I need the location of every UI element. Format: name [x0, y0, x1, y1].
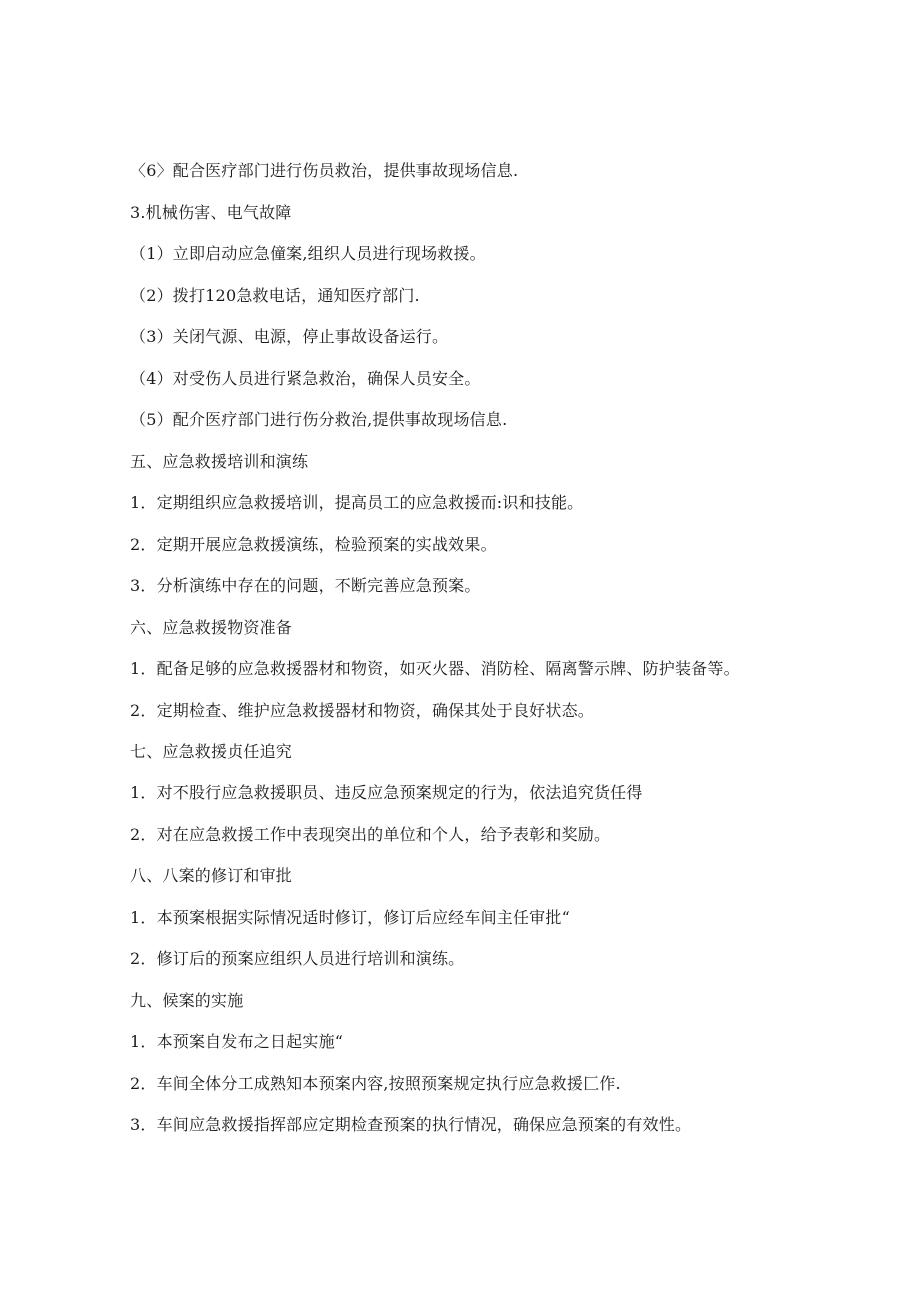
text-line: 1．定期组织应急救援培训，提高员工的应急救援而:识和技能。 — [130, 493, 584, 512]
text-line: （1）立即启动应急僮案,组织人员进行现场救援。 — [130, 244, 486, 263]
text-line: 2．对在应急救援工作中表现突出的单位和个人，给予表彰和奖励。 — [130, 825, 611, 844]
text-line: 2．车间全体分工成熟知本预案内容,按照预案规定执行应急救援匚作. — [130, 1074, 621, 1093]
text-line: 1．配备足够的应急救援器材和物资，如灭火器、消防栓、隔离警示牌、防护装备等。 — [130, 659, 740, 678]
text-line: 2．修订后的预案应组织人员进行培训和演练。 — [130, 949, 465, 968]
text-line: （3）关闭气源、电源，停止事故设备运行。 — [130, 327, 449, 346]
text-line: 1．本预案自发布之日起实施“ — [130, 1032, 344, 1051]
text-line: 〈6〉配合医疗部门进行伤员救治，提供事故现场信息. — [130, 161, 519, 180]
section-heading: 八、八案的修订和审批 — [130, 866, 293, 885]
section-heading: 九、候案的实施 — [130, 991, 244, 1010]
text-line: （4）对受伤人员进行紧急救治，确保人员安全。 — [130, 369, 481, 388]
text-line: 3．车间应急救援指挥部应定期检查预案的执行情况，确保应急预案的有效性。 — [130, 1115, 692, 1134]
section-heading: 3.机械伤害、电气故障 — [130, 203, 292, 222]
text-line: （2）拨打120急救电话，通知医疗部门. — [130, 286, 420, 305]
text-line: 3．分析演练中存在的问题，不断完善应急预案。 — [130, 576, 481, 595]
text-line: 2．定期开展应急救援演练，检验预案的实战效果。 — [130, 535, 497, 554]
section-heading: 六、应急救援物资准备 — [130, 618, 293, 637]
text-line: 2．定期检查、维护应急救援器材和物资，确保其处于良好状态。 — [130, 701, 594, 720]
text-line: 1．本预案根据实际情况适时修订，修订后应经车间主任审批“ — [130, 908, 570, 927]
section-heading: 五、应急救援培训和演练 — [130, 452, 309, 471]
section-heading: 七、应急救援贞任追究 — [130, 742, 293, 761]
text-line: （5）配介医疗部门进行伤分救治,提供事故现场信息. — [130, 410, 508, 429]
text-line: 1．对不股行应急救援职员、违反应急预案规定的行为，依法追究货任得 — [130, 783, 643, 802]
